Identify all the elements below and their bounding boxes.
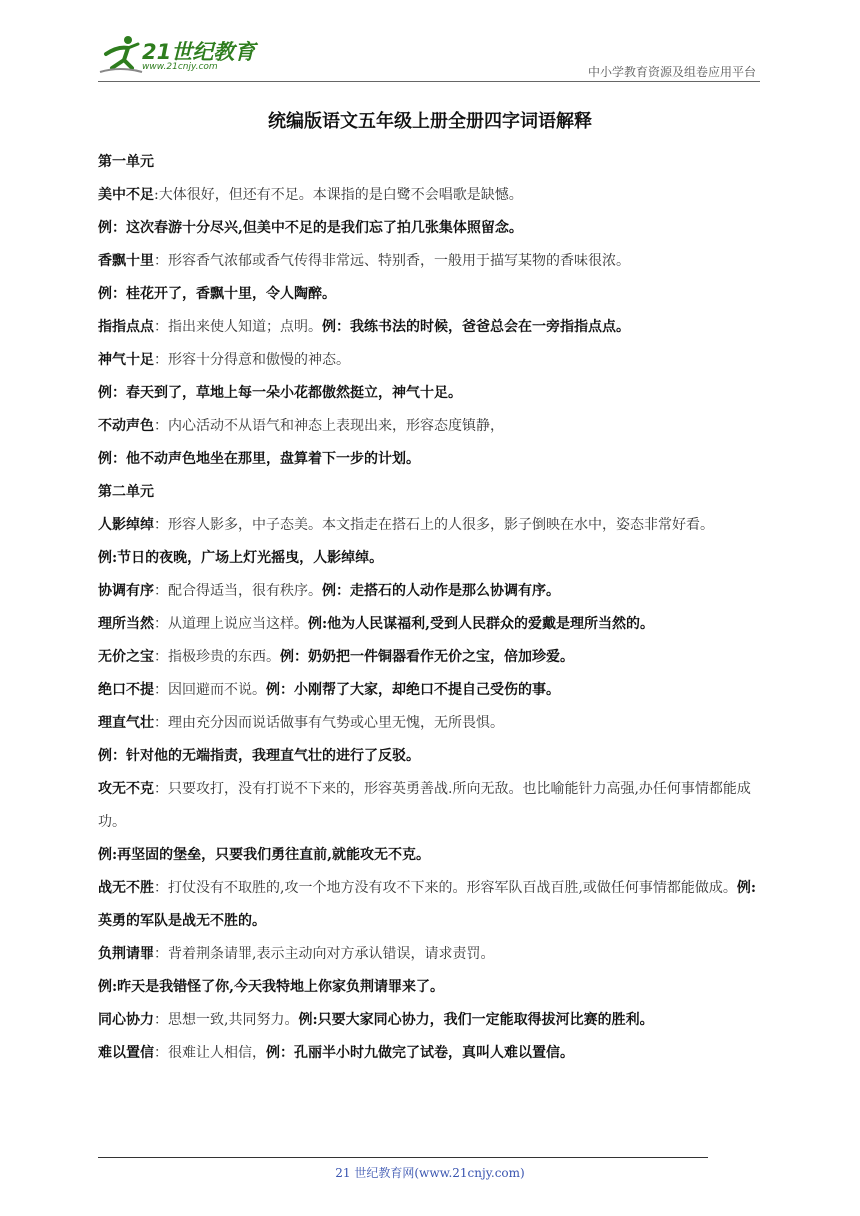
term: 理所当然 [98, 616, 154, 632]
term: 协调有序 [98, 583, 154, 599]
example-line [98, 377, 764, 410]
entry-line [98, 773, 764, 839]
page-footer: 21 世纪教育网(www.21cnjy.com) [335, 1166, 525, 1180]
document-body [98, 146, 764, 1070]
entry-line [98, 938, 764, 971]
example-line [98, 278, 764, 311]
entry-line [98, 872, 764, 938]
example: 例：春天到了，草地上每一朵小花都傲然挺立，神气十足。 [98, 385, 462, 401]
example: 例：针对他的无端指责，我理直气壮的进行了反驳。 [98, 748, 420, 764]
example-line [98, 740, 764, 773]
example: 例：走搭石的人动作是那么协调有序。 [322, 583, 560, 599]
entry-line [98, 311, 764, 344]
section-heading [98, 146, 764, 179]
definition: ：内心活动不从语气和神态上表现出来，形容态度镇静， [154, 418, 504, 434]
page-header [98, 30, 760, 82]
definition: ：从道理上说应当这样。 [154, 616, 308, 632]
term: 难以置信 [98, 1045, 154, 1061]
definition: ：指出来使人知道；点明。 [154, 319, 322, 335]
logo-text: 21世纪教育 [142, 40, 256, 64]
entry-line [98, 575, 764, 608]
example-line [98, 971, 764, 1004]
entry-line [98, 410, 764, 443]
term: 绝口不提 [98, 682, 154, 698]
runner-logo-icon [98, 32, 144, 78]
logo [98, 30, 268, 80]
example-line [98, 542, 764, 575]
term: 无价之宝 [98, 649, 154, 665]
definition: ：形容香气浓郁或香气传得非常远、特别香，一般用于描写某物的香味很浓。 [154, 253, 630, 269]
term: 不动声色 [98, 418, 154, 434]
example: 例：孔丽半小时九做完了试卷，真叫人难以置信。 [266, 1045, 574, 1061]
entry-line [98, 179, 764, 212]
entry-line [98, 641, 764, 674]
example-line [98, 839, 764, 872]
definition: ：理由充分因而说话做事有气势或心里无愧，无所畏惧。 [154, 715, 504, 731]
definition: ：打仗没有不取胜的,攻一个地方没有攻不下来的。形容军队百战百胜,或做任何事情都能做成。 [154, 880, 737, 896]
definition: ：思想一致,共同努力。 [154, 1012, 299, 1028]
definition: ：形容人影多，中子态美。本文指走在搭石上的人很多，影子倒映在水中，姿态非常好看。 [154, 517, 714, 533]
example: 例:昨天是我错怪了你,今天我特地上你家负荆请罪来了。 [98, 979, 445, 995]
example: 例：桂花开了，香飘十里，令人陶醉。 [98, 286, 336, 302]
definition: ：配合得适当，很有秩序。 [154, 583, 322, 599]
entry-line [98, 1037, 764, 1070]
term: 香飘十里 [98, 253, 154, 269]
term: 神气十足 [98, 352, 154, 368]
term: 同心协力 [98, 1012, 154, 1028]
example: 例：我练书法的时候，爸爸总会在一旁指指点点。 [322, 319, 630, 335]
definition: ：形容十分得意和傲慢的神态。 [154, 352, 350, 368]
definition: ：很难让人相信， [154, 1045, 266, 1061]
entry-line [98, 1004, 764, 1037]
example-line [98, 443, 764, 476]
definition: ：只要攻打，没有打说不下来的，形容英勇善战.所向无敌。也比喻能针力高强,办任何事情都能成功。 [98, 781, 751, 830]
example: 例：奶奶把一件铜器看作无价之宝，倍加珍爱。 [280, 649, 574, 665]
entry-line [98, 245, 764, 278]
example: 例：他不动声色地坐在那里，盘算着下一步的计划。 [98, 451, 420, 467]
page-title: 统编版语文五年级上册全册四字词语解释 [268, 111, 592, 132]
example-line [98, 212, 764, 245]
example: 例：这次春游十分尽兴,但美中不足的是我们忘了拍几张集体照留念。 [98, 220, 523, 236]
term: 负荆请罪 [98, 946, 154, 962]
platform-tagline: 中小学教育资源及组卷应用平台 [587, 65, 756, 79]
definition: :大体很好，但还有不足。本课指的是白鹭不会唱歌是缺憾。 [154, 187, 523, 203]
example: 例:英勇的军队是战无不胜的。 [98, 880, 757, 929]
example: 例:再坚固的堡垒，只要我们勇往直前,就能攻无不克。 [98, 847, 431, 863]
logo-url: www.21cnjy.com [142, 62, 218, 72]
heading-text: 第一单元 [98, 154, 154, 170]
term: 美中不足 [98, 187, 154, 203]
example: 例：小刚帮了大家，却绝口不提自己受伤的事。 [266, 682, 560, 698]
term: 理直气壮 [98, 715, 154, 731]
heading-text: 第二单元 [98, 484, 154, 500]
header-divider [98, 81, 760, 82]
definition: ：因回避而不说。 [154, 682, 266, 698]
entry-line [98, 509, 764, 542]
example: 例:只要大家同心协力，我们一定能取得拔河比赛的胜利。 [298, 1012, 654, 1028]
term: 人影绰绰 [98, 517, 154, 533]
term: 攻无不克 [98, 781, 154, 797]
entry-line [98, 674, 764, 707]
term: 指指点点 [98, 319, 154, 335]
example: 例:节日的夜晚，广场上灯光摇曳，人影绰绰。 [98, 550, 384, 566]
entry-line [98, 344, 764, 377]
footer-divider [98, 1157, 708, 1158]
definition: ：背着荆条请罪,表示主动向对方承认错误，请求责罚。 [154, 946, 495, 962]
entry-line [98, 707, 764, 740]
definition: ：指极珍贵的东西。 [154, 649, 280, 665]
term: 战无不胜 [98, 880, 154, 896]
example: 例:他为人民谋福利,受到人民群众的爱戴是理所当然的。 [308, 616, 655, 632]
section-heading [98, 476, 764, 509]
entry-line [98, 608, 764, 641]
